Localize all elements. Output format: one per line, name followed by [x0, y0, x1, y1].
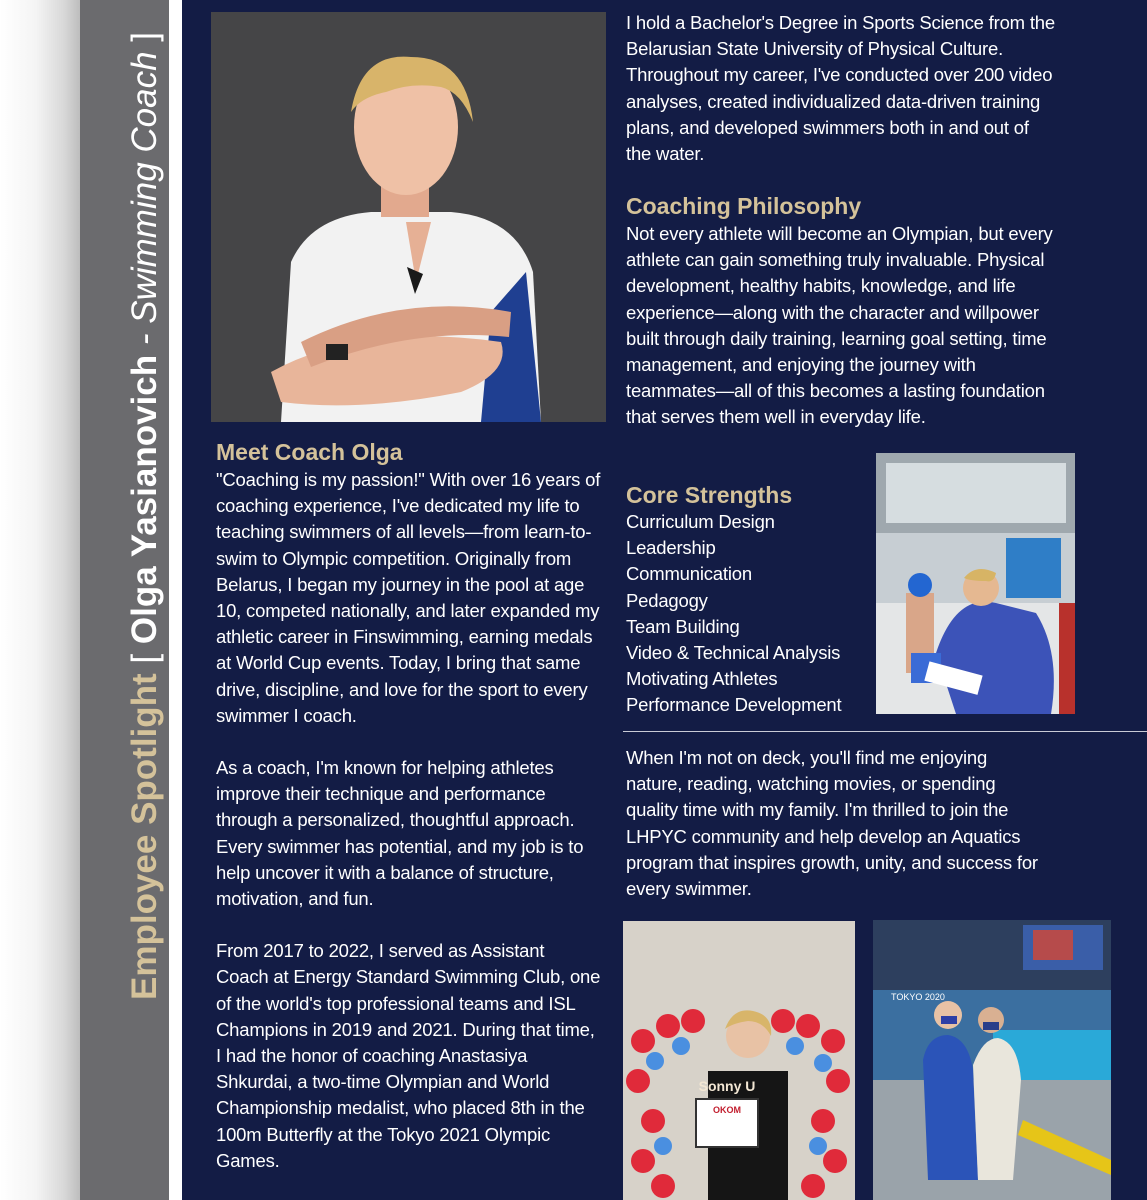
philosophy-text: Not every athlete will become an Olympian, but every athlete can gain something truly invaluable. Physical development, healthy habits, knowledge, and life experience—along with the character and willpower built through daily training, learning goal setting, time management, and enjoying the journey with teammates—all of this becomes a lasting foundation that serves them well in everyday life.: [626, 223, 1053, 428]
coach-portrait-photo: [211, 12, 606, 422]
shirt-logo-text: Sonny U: [698, 1078, 756, 1094]
strength-item: Curriculum Design: [626, 511, 775, 532]
meet-heading: Meet Coach Olga: [216, 439, 403, 465]
title-separator: -: [125, 333, 164, 346]
pool-coaching-photo: [876, 453, 1075, 714]
strengths-heading: Core Strengths: [626, 482, 793, 508]
spotlight-label: Employee Spotlight: [125, 673, 164, 1000]
strength-item: Leadership: [626, 537, 716, 559]
education-text: I hold a Bachelor's Degree in Sports Science from the Belarusian State University of Physical Culture. Throughout my career, I've conducted over 200 video analyses, created individualized data-driven training plans, and developed swimmers both in and out of the water.: [626, 12, 1055, 165]
strength-item: Pedagogy: [626, 589, 708, 611]
strength-item: Video & Technical Analysis: [626, 642, 841, 664]
personal-text: When I'm not on deck, you'll find me enjoying nature, reading, watching movies, or spending quality time with my family. I'm thrilled to join the LHPYC community and help develop an Aquatics program that inspires growth, unity, and success for every swimmer.: [626, 747, 1038, 900]
strengths-list: [626, 509, 871, 719]
olympics-venue-photo: [873, 920, 1111, 1200]
sidebar-divider-strip: [169, 0, 182, 1200]
strength-item: Team Building: [626, 615, 740, 637]
coach-name: Olga Yasianovich: [125, 354, 164, 645]
meet-paragraph-3: From 2017 to 2022, I served as Assistant Coach at Energy Standard Swimming Club, one of the world's top professional teams and ISL Champions in 2019 and 2021. During that time, I had the honor of coaching Anastasiya Shkurdai, a two-time Olympian and World Championship medalist, who placed 8th in the 100m Butterfly at the Tokyo 2021 Olympic Games.: [216, 940, 601, 1171]
section-divider: [623, 731, 1147, 732]
meet-paragraph-1: "Coaching is my passion!" With over 16 years of coaching experience, I've dedicated my life to teaching swimmers of all levels—from learn-to-swim to Olympic competition. Originally from Belarus, I began my journey in the pool at age 10, competed nationally, and later expanded my athletic career in Finswimming, earning medals at World Cup events. Today, I bring that same drive, discipline, and love for the sport to every swimmer I coach.: [216, 469, 601, 726]
bracket-open: [: [125, 653, 164, 664]
venue-banner-text: TOKYO 2020: [891, 992, 945, 1002]
strength-item: Motivating Athletes: [626, 668, 778, 690]
meet-paragraph-2: As a coach, I'm known for helping athletes improve their technique and performance through a personalized, thoughtful approach. Every swimmer has potential, and my job is to help uncover it with a balance of structure, motivation, and fun.: [216, 757, 584, 910]
meet-body: [216, 467, 601, 1200]
coach-role: Swimming Coach: [125, 51, 164, 324]
strength-item: Communication: [626, 563, 752, 585]
award-header-text: OKOM: [713, 1105, 741, 1115]
bracket-close: ]: [125, 31, 164, 42]
sidebar-title: [125, 32, 165, 1000]
award-photo: [623, 921, 855, 1200]
philosophy-heading: Coaching Philosophy: [626, 193, 862, 219]
strength-item: Performance Development: [626, 694, 842, 716]
page-edge: [0, 0, 80, 1200]
